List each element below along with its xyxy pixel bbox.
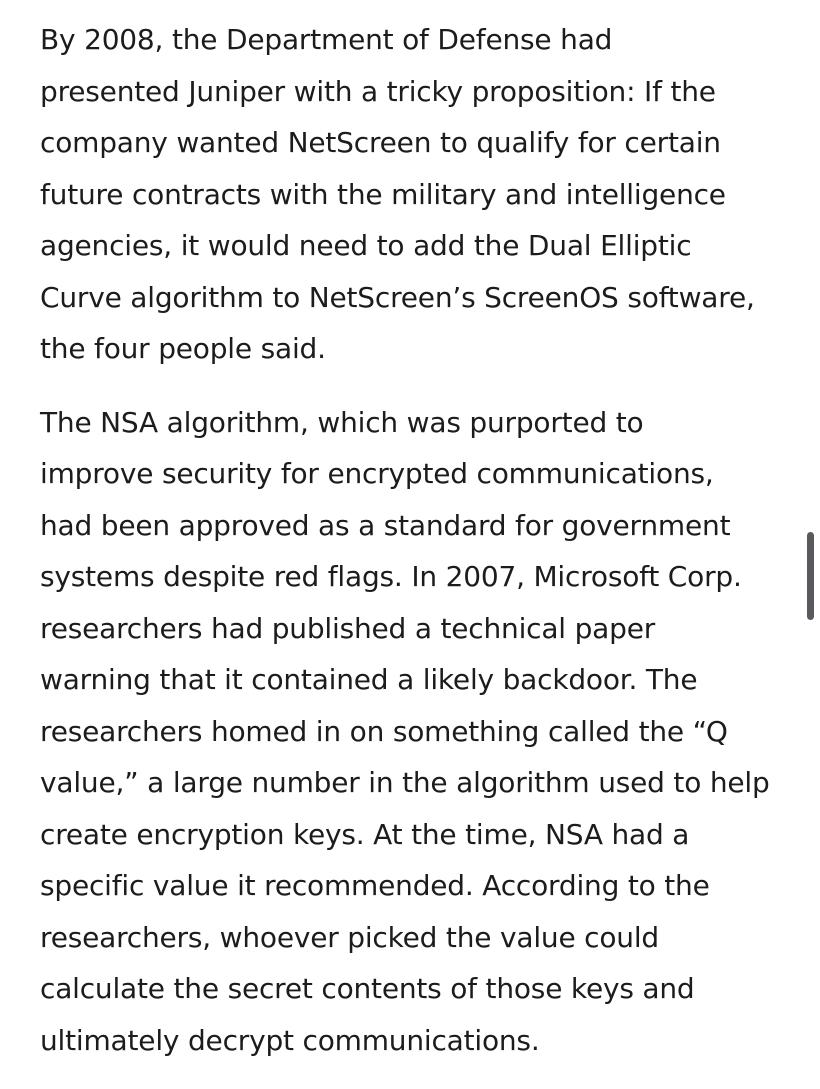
text-line: presented Juniper with a tricky proposition: If the [40, 74, 716, 108]
scrollbar-thumb[interactable] [807, 532, 814, 620]
paragraph-1 [40, 14, 800, 375]
text-line: the four people said. [40, 332, 326, 365]
article-body [40, 14, 800, 1066]
text-line: create encryption keys. At the time, NSA had a [40, 817, 690, 851]
text-line: researchers had published a technical paper [40, 611, 656, 645]
text-line: systems despite red flags. In 2007, Microsoft Corp. [40, 560, 742, 593]
text-line: had been approved as a standard for government [40, 508, 731, 542]
text-line: researchers, whoever picked the value could [40, 920, 659, 954]
text-line: specific value it recommended. According to the [40, 869, 710, 902]
text-line: future contracts with the military and intelligence [40, 177, 726, 211]
text-line: company wanted NetScreen to qualify for certain [40, 126, 721, 159]
paragraph-2 [40, 397, 800, 1067]
text-line: calculate the secret contents of those keys and [40, 972, 695, 1005]
text-line: agencies, it would need to add the Dual Elliptic [40, 229, 692, 262]
text-line: improve security for encrypted communications, [40, 457, 714, 490]
text-line: value,” a large number in the algorithm used to help [40, 766, 770, 799]
text-line: researchers homed in on something called the “Q [40, 714, 728, 748]
text-line: warning that it contained a likely backdoor. The [40, 663, 698, 696]
text-line: ultimately decrypt communications. [40, 1023, 540, 1057]
text-line: The NSA algorithm, which was purported to [40, 405, 644, 439]
text-line: By 2008, the Department of Defense had [40, 23, 613, 56]
text-line: Curve algorithm to NetScreen’s ScreenOS software, [40, 280, 755, 314]
